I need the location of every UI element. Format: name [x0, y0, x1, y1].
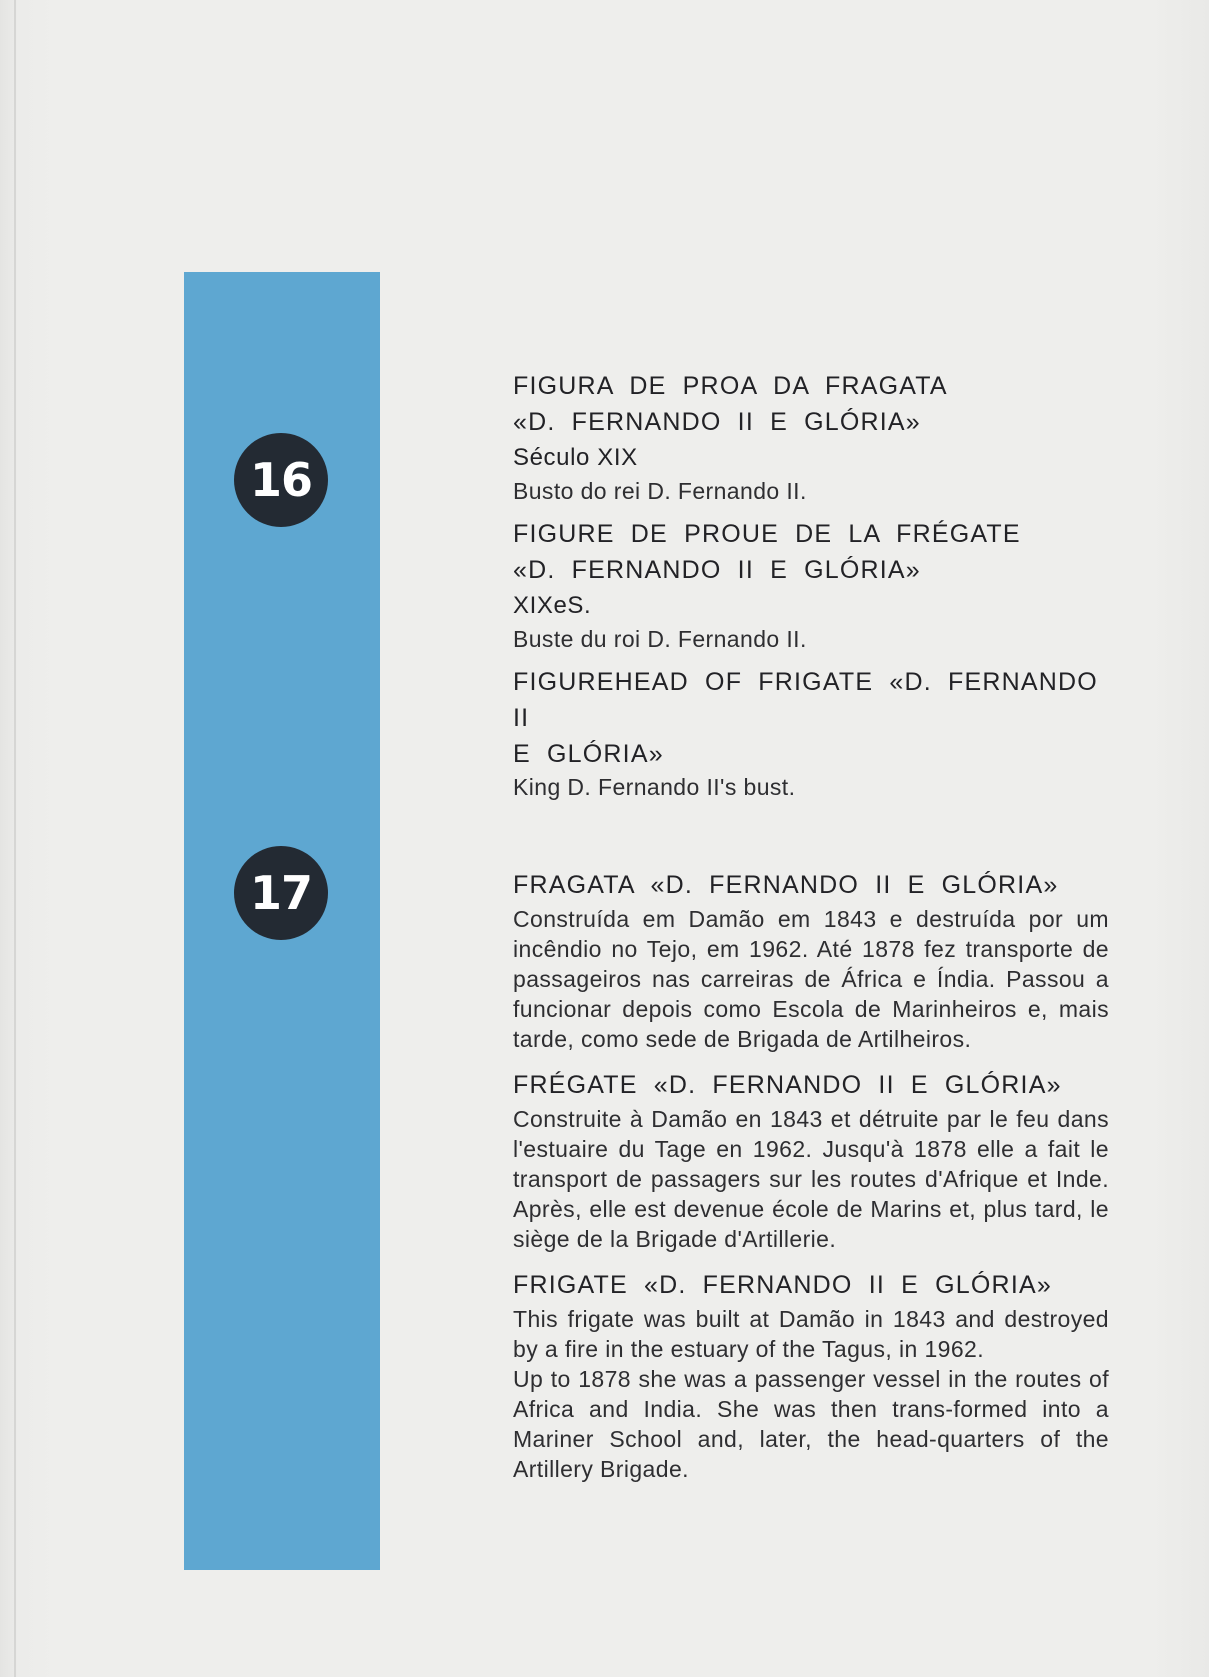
entry-description: King D. Fernando II's bust. — [513, 774, 796, 800]
entry-title-line2: «D. FERNANDO II E GLÓRIA» — [513, 408, 921, 436]
entry-description: Construite à Damão en 1843 et détruite par le feu dans l'estuaire du Tage en 1962. Jusqu'à 1878 elle a fait le transport de passagers sur les routes d'Afrique et Inde. Après, elle est devenue école de Marins et, plus tard, le siège de la Brigade d'Artillerie. — [513, 1106, 1109, 1252]
entry-17-french — [513, 1066, 1109, 1254]
entry-16 — [513, 368, 1109, 812]
entry-description-part2: Up to 1878 she was a passenger vessel in the routes of Africa and India. She was then trans-formed into a Mariner School and, later, the head-quarters of the Artillery Brigade. — [513, 1366, 1109, 1482]
entry-title: FRIGATE «D. FERNANDO II E GLÓRIA» — [513, 1271, 1052, 1299]
entry-17-portuguese — [513, 866, 1109, 1054]
entry-description-part1: This frigate was built at Damão in 1843 and destroyed by a fire in the estuary of the Tagus, in 1962. — [513, 1306, 1109, 1362]
entry-title: FRÉGATE «D. FERNANDO II E GLÓRIA» — [513, 1071, 1062, 1099]
item-number-badge-17: 17 — [234, 846, 328, 940]
entry-title: FRAGATA «D. FERNANDO II E GLÓRIA» — [513, 871, 1059, 899]
entry-17-english — [513, 1266, 1109, 1484]
entry-title-line1: FIGURE DE PROUE DE LA FRÉGATE — [513, 520, 1021, 548]
entry-title-line2: E GLÓRIA» — [513, 740, 664, 768]
entry-period: XIXeS. — [513, 592, 592, 619]
entry-description: Construída em Damão em 1843 e destruída por um incêndio no Tejo, em 1962. Até 1878 fez transporte de passageiros nas carreiras de África e Índia. Passou a funcionar depois como Escola de Marinheiros e, mais tarde, como sede de Brigada de Artilheiros. — [513, 906, 1109, 1052]
entry-17 — [513, 866, 1109, 1496]
entry-period: Século XIX — [513, 444, 638, 471]
item-number-badge-16: 16 — [234, 433, 328, 527]
entry-title-line1: FIGURA DE PROA DA FRAGATA — [513, 372, 948, 400]
entry-16-portuguese — [513, 368, 1109, 506]
page-spine — [14, 0, 16, 1677]
entry-title-line2: «D. FERNANDO II E GLÓRIA» — [513, 556, 921, 584]
entry-16-french — [513, 516, 1109, 654]
entry-description: Busto do rei D. Fernando II. — [513, 478, 807, 504]
entry-title-line1: FIGUREHEAD OF FRIGATE «D. FERNANDO II — [513, 668, 1098, 732]
entry-description: Buste du roi D. Fernando II. — [513, 626, 807, 652]
entry-16-english — [513, 664, 1109, 802]
